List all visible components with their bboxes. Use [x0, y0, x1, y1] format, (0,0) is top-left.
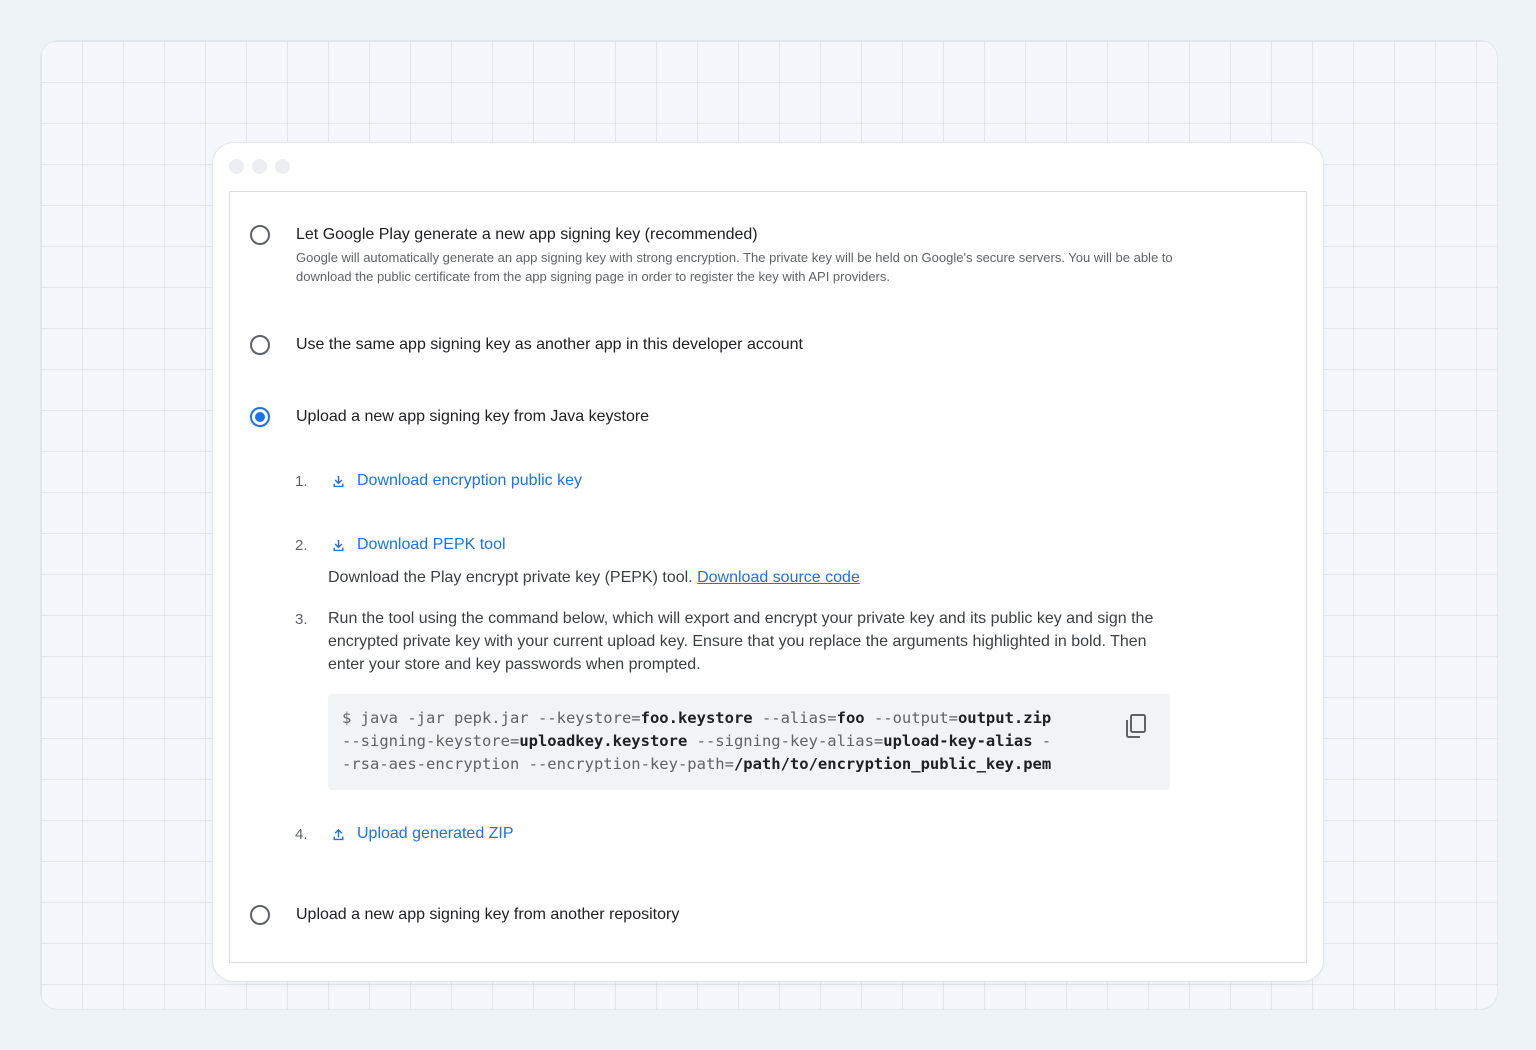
- radio-another-repository[interactable]: [250, 905, 270, 925]
- download-icon: [330, 537, 347, 554]
- window-dot-minimize[interactable]: [252, 159, 267, 174]
- download-pepk-tool-label: Download PEPK tool: [357, 536, 506, 553]
- step-2-number: 2.: [295, 537, 308, 554]
- radio-google-generate[interactable]: [250, 225, 270, 245]
- download-pepk-tool-link[interactable]: [330, 536, 506, 554]
- cmd-line1-part3: --output=: [864, 709, 958, 727]
- download-encryption-key-link[interactable]: [330, 472, 582, 490]
- window-dot-maximize[interactable]: [275, 159, 290, 174]
- option-google-generate-label: Let Google Play generate a new app signing key (recommended): [296, 226, 758, 243]
- step-4-number: 4.: [295, 826, 308, 843]
- window-dot-close[interactable]: [229, 159, 244, 174]
- option-java-keystore-label: Upload a new app signing key from Java keystore: [296, 408, 650, 425]
- command-code-block: [328, 694, 1170, 790]
- command-text[interactable]: [342, 707, 1051, 776]
- option-google-generate-description: Google will automatically generate an app signing key with strong encryption. The private key will be held on Google's secure servers. You will be able to download the public certificate from the app signing page in order to register the key with API providers.: [296, 250, 1173, 284]
- browser-window: [212, 142, 1324, 982]
- step-3-number: 3.: [295, 611, 308, 628]
- window-controls: [229, 159, 290, 174]
- copy-command-button[interactable]: [1122, 712, 1150, 740]
- cmd-line2-part2: --signing-key-alias=: [687, 732, 884, 750]
- cmd-signing-keystore-arg: uploadkey.keystore: [519, 732, 688, 750]
- cmd-line1-part1: $ java -jar pepk.jar --keystore=: [342, 709, 641, 727]
- radio-java-keystore[interactable]: [250, 407, 270, 427]
- step-1-number: 1.: [295, 473, 308, 490]
- cmd-encryption-key-path-arg: /path/to/encryption_public_key.pem: [733, 755, 1052, 773]
- cmd-signing-key-alias-arg: upload-key-alias: [883, 732, 1033, 750]
- cmd-line2-part1: --signing-keystore=: [342, 732, 520, 750]
- cmd-alias-arg: foo: [836, 709, 865, 727]
- download-source-code-link[interactable]: Download source code: [697, 569, 860, 586]
- cmd-line3-part1: -rsa-aes-encryption --encryption-key-path=: [342, 755, 734, 773]
- option-another-repository-label: Upload a new app signing key from another repository: [296, 906, 680, 923]
- radio-same-key[interactable]: [250, 335, 270, 355]
- cmd-output-arg: output.zip: [957, 709, 1052, 727]
- pepk-description-text: Download the Play encrypt private key (PEPK) tool.: [328, 569, 693, 586]
- download-icon: [330, 473, 347, 490]
- app-signing-key-options: [229, 191, 1307, 963]
- cmd-line2-part3: -: [1032, 732, 1052, 750]
- cmd-keystore-arg: foo.keystore: [640, 709, 753, 727]
- download-encryption-key-label: Download encryption public key: [357, 472, 583, 489]
- run-tool-instructions: Run the tool using the command below, which will export and encrypt your private key and its public key and sign the encrypted private key with your current upload key. Ensure that you replace the arguments highlighted in bold. Then enter your store and key passwords when prompted.: [328, 610, 1154, 673]
- upload-icon: [330, 826, 347, 843]
- pepk-description: [328, 566, 860, 589]
- upload-generated-zip-link[interactable]: [330, 825, 514, 843]
- cmd-line1-part2: --alias=: [752, 709, 837, 727]
- option-same-key-label: Use the same app signing key as another app in this developer account: [296, 336, 803, 353]
- upload-generated-zip-label: Upload generated ZIP: [357, 825, 514, 842]
- copy-icon: [1122, 712, 1150, 740]
